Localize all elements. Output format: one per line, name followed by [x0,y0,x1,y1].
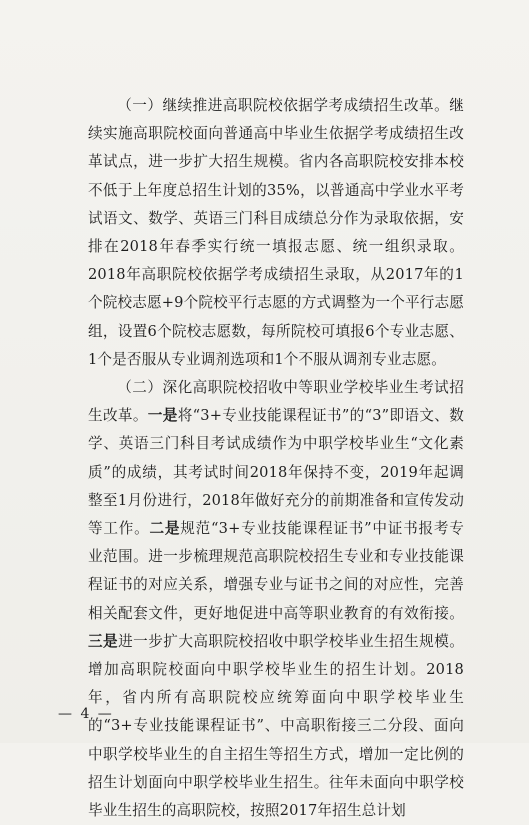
point-3-text: 进一步扩大高职院校招收中职学校毕业生招生规模。增加高职院校面向中职学校毕业生的招生计划。2018年，省内所有高职院校应统筹面向中职学校毕业生的“3+专业技能课程证书”、中高职衔接三二分段、面向中职学校毕业生的自主招生等招生方式，增加一定比例的招生计划面向中职学校毕业生招生。往年未面向中职学校毕业生招生的高职院校，按照2017年招生总计划 [88,632,464,820]
paragraph-section-2 [88,374,464,825]
point-2-text: 规范“3+专业技能课程证书”中证书报考专业范围。进一步梳理规范高职院校招生专业和专业技能课程证书的对应关系，增强专业与证书之间的对应性，完善相关配套文件，更好地促进中高等职业教育的有效衔接。 [88,520,464,622]
section-1-body: 继续实施高职院校面向普通高中毕业生依据学考成绩招生改革试点，进一步扩大招生规模。省内各高职院校安排本校不低于上年度总招生计划的35%，以普通高中学业水平考试语文、数学、英语三门科目成绩总分作为录取依据，安排在2018年春季实行统一填报志愿、统一组织录取。2018年高职院校依据学考成绩招生录取，从2017年的1个院校志愿+9个院校平行志愿的方式调整为一个平行志愿组，设置6个院校志愿数，每所院校可填报6个专业志愿、1个是否服从专业调剂选项和1个不服从调剂专业志愿。 [88,97,464,368]
point-2-label: 二是 [149,520,181,538]
page-number: — 4 — [58,706,114,722]
section-1-text: （一）继续推进高职院校依据学考成绩招生改革。 [117,97,450,114]
section-2-heading: （二）深化高职院校招收中等职业学校毕业生考试招生改革。 [88,379,464,425]
document-body [88,92,464,825]
paragraph-section-1 [88,92,464,374]
point-1-text: 将“3+专业技能课程证书”的“3”即语文、数学、英语三门科目考试成绩作为中职学校毕业生“文化素质”的成绩，其考试时间2018年保持不变，2019年起调整至1月份进行，2018年做好充分的前期准备和宣传发动等工作。 [88,407,464,538]
point-1-label: 一是 [147,407,178,425]
point-3-label: 三是 [88,632,119,650]
